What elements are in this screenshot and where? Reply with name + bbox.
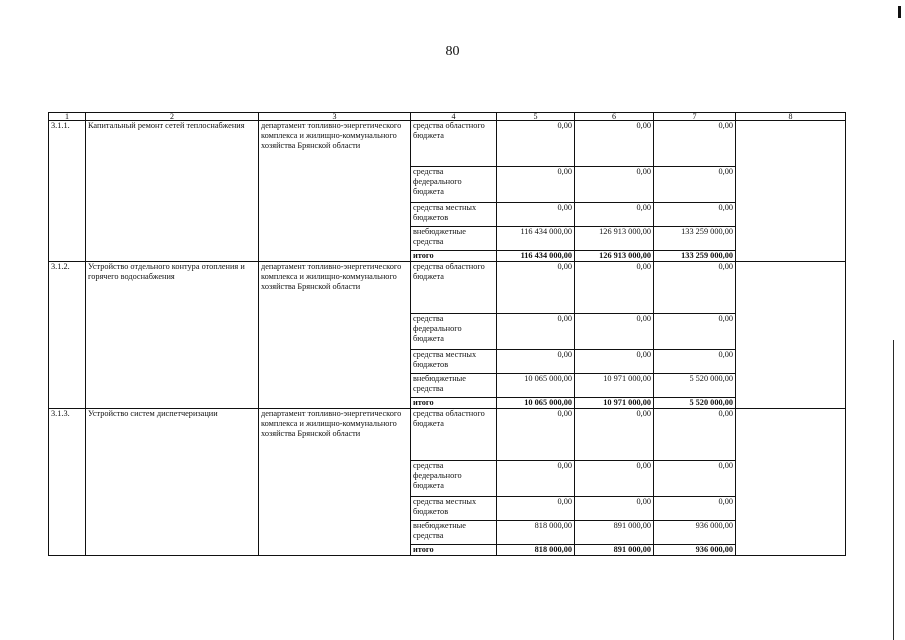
header-cell: 8 — [736, 113, 846, 121]
amount-cell: 0,00 — [654, 262, 736, 314]
source-label: внебюджетные средства — [411, 521, 497, 545]
amount-cell: 0,00 — [575, 314, 654, 350]
amount-cell: 0,00 — [654, 314, 736, 350]
source-label: средства областного бюджета — [411, 409, 497, 461]
table-row — [49, 121, 846, 167]
total-amount: 10 065 000,00 — [497, 398, 575, 409]
amount-cell: 0,00 — [654, 121, 736, 167]
amount-cell: 0,00 — [497, 203, 575, 227]
header-cell: 3 — [259, 113, 411, 121]
source-label: средства местных бюджетов — [411, 497, 497, 521]
header-cell: 4 — [411, 113, 497, 121]
source-label: внебюджетные средства — [411, 227, 497, 251]
total-label: итого — [411, 398, 497, 409]
item-code: 3.1.3. — [49, 409, 86, 556]
source-label: средства областного бюджета — [411, 121, 497, 167]
header-cell: 1 — [49, 113, 86, 121]
item-department: департамент топливно-энергетического комплекса и жилищно-коммунального хозяйства Брянской области — [259, 262, 411, 409]
header-cell: 6 — [575, 113, 654, 121]
amount-cell: 818 000,00 — [497, 521, 575, 545]
header-cell: 5 — [497, 113, 575, 121]
amount-cell: 10 065 000,00 — [497, 374, 575, 398]
total-label: итого — [411, 251, 497, 262]
total-amount: 10 971 000,00 — [575, 398, 654, 409]
amount-cell: 891 000,00 — [575, 521, 654, 545]
amount-cell: 0,00 — [575, 497, 654, 521]
amount-cell: 0,00 — [497, 497, 575, 521]
amount-cell: 0,00 — [654, 203, 736, 227]
source-label: средства федерального бюджета — [411, 461, 497, 497]
table-row — [49, 409, 846, 461]
amount-cell: 126 913 000,00 — [575, 227, 654, 251]
item-department: департамент топливно-энергетического комплекса и жилищно-коммунального хозяйства Брянской области — [259, 121, 411, 262]
amount-cell: 0,00 — [497, 350, 575, 374]
total-amount: 133 259 000,00 — [654, 251, 736, 262]
amount-cell: 0,00 — [575, 203, 654, 227]
scan-edge-line — [893, 340, 894, 640]
amount-cell: 0,00 — [575, 167, 654, 203]
amount-cell: 0,00 — [497, 409, 575, 461]
source-label: внебюджетные средства — [411, 374, 497, 398]
amount-cell: 0,00 — [654, 350, 736, 374]
total-amount: 126 913 000,00 — [575, 251, 654, 262]
amount-cell: 0,00 — [654, 461, 736, 497]
header-row — [49, 113, 846, 121]
item-department: департамент топливно-энергетического комплекса и жилищно-коммунального хозяйства Брянской области — [259, 409, 411, 556]
column-8-cell — [736, 121, 846, 262]
item-name: Капитальный ремонт сетей теплоснабжения — [86, 121, 259, 262]
item-name: Устройство отдельного контура отопления и горячего водоснабжения — [86, 262, 259, 409]
total-amount: 5 520 000,00 — [654, 398, 736, 409]
page-number: 80 — [445, 44, 460, 59]
header-cell: 7 — [654, 113, 736, 121]
table-row — [49, 262, 846, 314]
scan-margin-mark — [898, 6, 901, 18]
item-code: 3.1.2. — [49, 262, 86, 409]
budget-table — [48, 112, 846, 556]
source-label: средства областного бюджета — [411, 262, 497, 314]
column-8-cell — [736, 262, 846, 409]
amount-cell: 0,00 — [497, 167, 575, 203]
amount-cell: 116 434 000,00 — [497, 227, 575, 251]
amount-cell: 0,00 — [575, 121, 654, 167]
header-cell: 2 — [86, 113, 259, 121]
amount-cell: 0,00 — [497, 461, 575, 497]
amount-cell: 0,00 — [497, 262, 575, 314]
source-label: средства местных бюджетов — [411, 203, 497, 227]
amount-cell: 0,00 — [654, 167, 736, 203]
amount-cell: 133 259 000,00 — [654, 227, 736, 251]
total-amount: 818 000,00 — [497, 545, 575, 556]
total-amount: 936 000,00 — [654, 545, 736, 556]
amount-cell: 0,00 — [575, 350, 654, 374]
source-label: средства федерального бюджета — [411, 167, 497, 203]
total-amount: 116 434 000,00 — [497, 251, 575, 262]
amount-cell: 0,00 — [654, 409, 736, 461]
amount-cell: 0,00 — [575, 409, 654, 461]
amount-cell: 10 971 000,00 — [575, 374, 654, 398]
amount-cell: 936 000,00 — [654, 521, 736, 545]
total-amount: 891 000,00 — [575, 545, 654, 556]
total-label: итого — [411, 545, 497, 556]
amount-cell: 0,00 — [654, 497, 736, 521]
amount-cell: 0,00 — [497, 314, 575, 350]
amount-cell: 0,00 — [497, 121, 575, 167]
amount-cell: 5 520 000,00 — [654, 374, 736, 398]
item-name: Устройство систем диспетчеризации — [86, 409, 259, 556]
amount-cell: 0,00 — [575, 262, 654, 314]
source-label: средства местных бюджетов — [411, 350, 497, 374]
column-8-cell — [736, 409, 846, 556]
amount-cell: 0,00 — [575, 461, 654, 497]
item-code: 3.1.1. — [49, 121, 86, 262]
source-label: средства федерального бюджета — [411, 314, 497, 350]
